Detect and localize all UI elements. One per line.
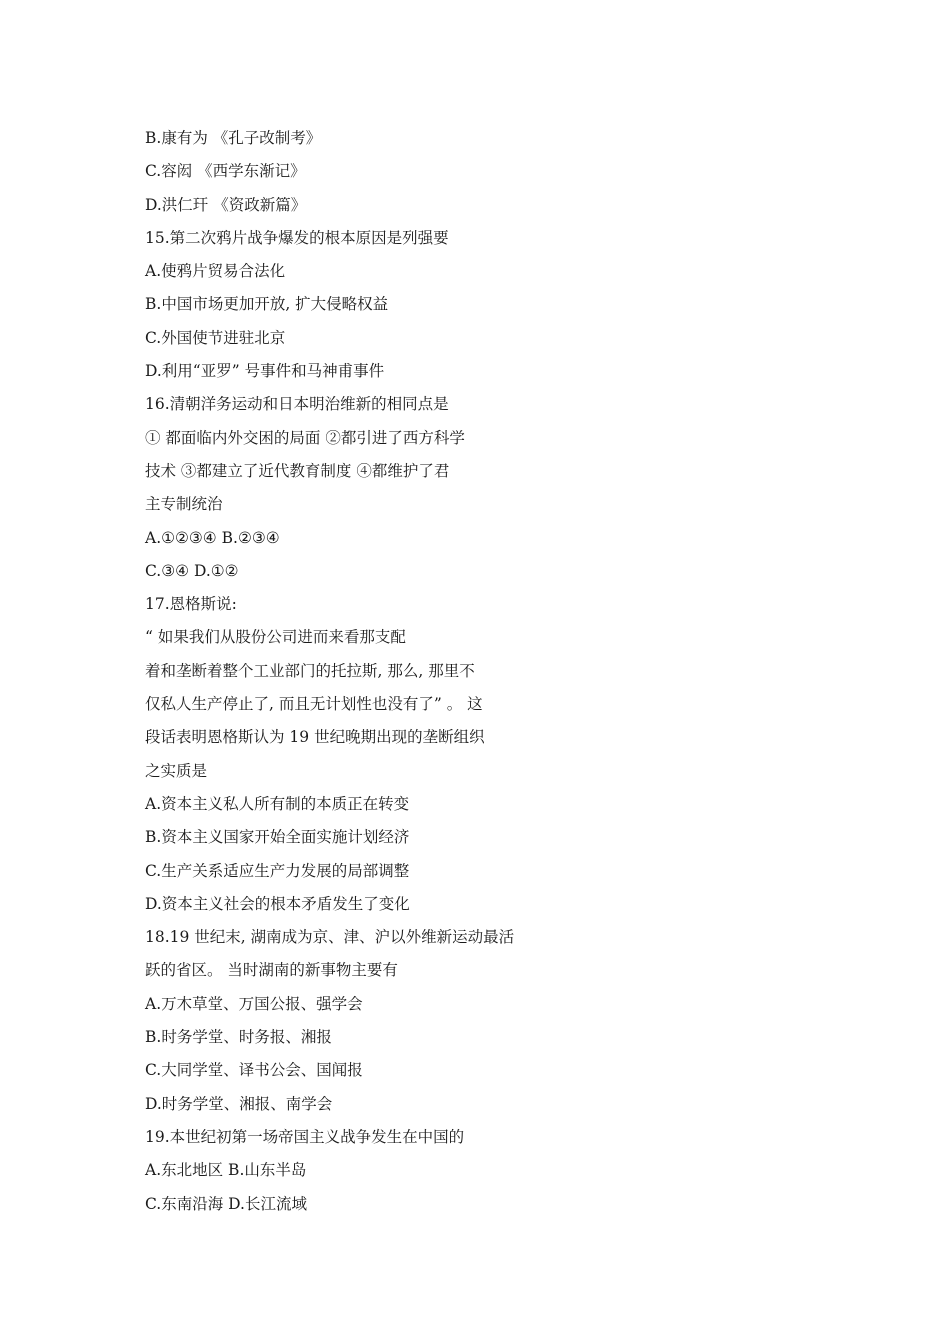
question-text-line: 技术 ③都建立了近代教育制度 ④都维护了君 [145,461,450,480]
question-17-stem: 17.恩格斯说: [145,595,237,614]
quote-line: 着和垄断着整个工业部门的托拉斯, 那么, 那里不 [145,661,475,680]
question-19-stem: 19.本世纪初第一场帝国主义战争发生在中国的 [145,1127,465,1146]
document-page [145,122,845,1221]
option-line: C.大同学堂、译书公会、国闻报 [145,1061,363,1080]
question-text-line: 段话表明恩格斯认为 19 世纪晚期出现的垄断组织 [145,728,485,747]
question-15-stem: 15.第二次鸦片战争爆发的根本原因是列强要 [145,228,449,247]
option-line: B.资本主义国家开始全面实施计划经济 [145,828,410,847]
option-line: A.万木草堂、万国公报、强学会 [145,994,363,1013]
question-text-line: 之实质是 [145,761,208,780]
option-line: B.中国市场更加开放, 扩大侵略权益 [145,295,389,314]
option-line: A.使鸦片贸易合法化 [145,262,286,281]
option-line: D.洪仁玕 《资政新篇》 [145,195,307,214]
quote-line: “ 如果我们从股份公司进而来看那支配 [145,628,406,647]
question-16-stem: 16.清朝洋务运动和日本明治维新的相同点是 [145,395,449,414]
option-line: B.康有为 《孔子改制考》 [145,129,322,147]
option-line: C.东南沿海 D.长江流域 [145,1194,307,1213]
question-18-stem: 18.19 世纪末, 湖南成为京、津、沪以外维新运动最活 [145,928,515,947]
option-line: D.时务学堂、湘报、南学会 [145,1094,333,1113]
option-line: A.资本主义私人所有制的本质正在转变 [145,794,410,813]
option-line: A.①②③④ B.②③④ [145,528,280,547]
option-line: C.③④ D.①② [145,561,239,580]
option-line: C.生产关系适应生产力发展的局部调整 [145,861,410,880]
option-line: D.利用“亚罗” 号事件和马神甫事件 [145,362,385,381]
option-line: B.时务学堂、时务报、湘报 [145,1028,332,1047]
question-text-line: 主专制统治 [145,495,223,514]
option-line: A.东北地区 B.山东半岛 [145,1161,307,1180]
option-line: C.容闳 《西学东渐记》 [145,162,306,181]
quote-line: 仅私人生产停止了, 而且无计划性也没有了” 。 这 [145,695,483,714]
option-line: D.资本主义社会的根本矛盾发生了变化 [145,894,410,913]
option-line: C.外国使节进驻北京 [145,328,286,347]
question-text-line: 跃的省区。 当时湖南的新事物主要有 [145,961,398,980]
question-text-line: ① 都面临内外交困的局面 ②都引进了西方科学 [145,428,465,447]
